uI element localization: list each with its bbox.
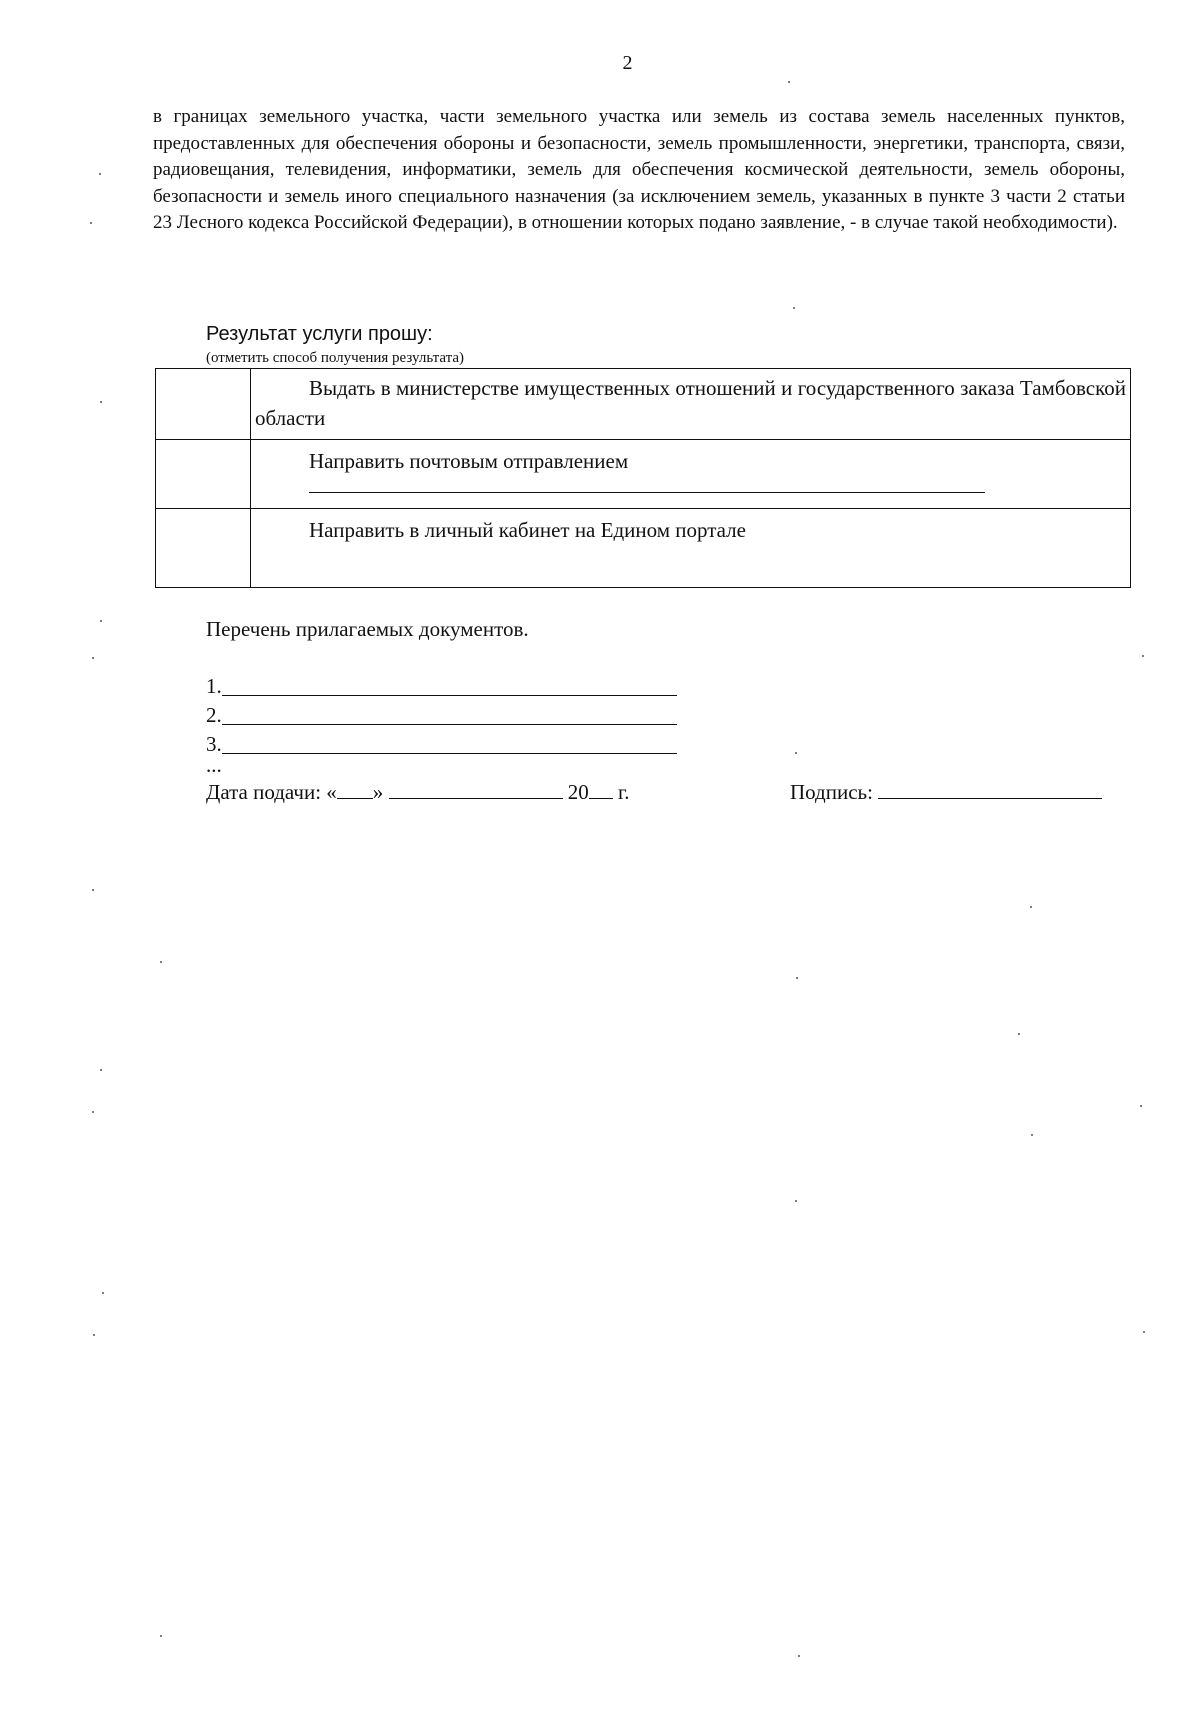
option-text-cell [251,369,1131,440]
option-text-cell [251,440,1131,509]
month-blank[interactable] [389,780,563,799]
scan-speck [795,752,797,754]
documents-ellipsis: ... [206,753,222,777]
option-checkbox-cell[interactable] [156,509,251,588]
list-item [206,670,677,699]
document-blank-line[interactable] [222,695,677,696]
document-number: 2. [206,703,222,727]
scan-speck [1140,1105,1142,1107]
result-option-row [156,440,1131,509]
page-number: 2 [622,52,633,74]
option-label: Направить в личный кабинет на Едином портале [309,518,746,542]
scan-speck [92,889,94,891]
result-options-table [155,368,1131,588]
result-heading: Результат услуги прошу: [206,323,433,345]
option-label: Выдать в министерстве имущественных отношений и государственного заказа Тамбовской области [255,376,1126,430]
document-blank-line[interactable] [222,724,677,725]
scan-speck [100,1069,102,1071]
submission-date-row [206,780,630,805]
scan-speck [788,81,790,83]
intro-paragraph: в границах земельного участка, части земельного участка или земель из состава земель населенных пунктов, предоставленных для обеспечения обороны и безопасности, земель промышленности, энергетики, транспорта, связи, радиовещания, телевидения, информатики, земель для обеспечения космической деятельности, земель обороны, безопасности и земель иного специального назначения (за исключением земель, указанных в пункте 3 части 2 статьи 23 Лесного кодекса Российской Федерации), в отношении которых подано заявление, - в случае такой необходимости). [153,106,1125,233]
close-quote: » [372,780,384,804]
scan-speck [1142,655,1144,657]
list-item [206,728,677,757]
option-checkbox-cell[interactable] [156,369,251,440]
scan-speck [100,401,102,403]
postal-address-blank-line[interactable] [309,492,985,493]
option-checkbox-cell[interactable] [156,440,251,509]
open-quote: « [326,780,337,804]
result-note: (отметить способ получения результата) [206,350,464,366]
scan-speck [93,1334,95,1336]
document-blank-line[interactable] [222,753,677,754]
signature-row [790,780,1102,805]
date-label: Дата подачи: [206,780,322,804]
scan-speck [1143,1331,1145,1333]
result-option-row [156,509,1131,588]
scan-speck [90,222,92,224]
option-text-cell [251,509,1131,588]
scan-speck [99,173,101,175]
year-blank[interactable] [589,780,613,799]
signature-blank[interactable] [878,780,1102,799]
scan-speck [793,307,795,309]
list-item [206,699,677,728]
scan-speck [160,1635,162,1637]
scan-speck [160,961,162,963]
scan-speck [102,1292,104,1294]
result-option-row [156,369,1131,440]
documents-heading: Перечень прилагаемых документов. [206,617,529,641]
option-label: Направить почтовым отправлением [309,449,629,473]
documents-list [206,670,677,757]
document-number: 1. [206,674,222,698]
scan-speck [796,977,798,979]
scan-speck [1030,906,1032,908]
year-prefix: 20 [567,780,589,804]
scan-speck [1018,1033,1020,1035]
scan-speck [100,620,102,622]
document-number: 3. [206,732,222,756]
year-suffix: г. [618,780,630,804]
scan-speck [92,657,94,659]
scan-speck [1031,1134,1033,1136]
scan-speck [92,1111,94,1113]
day-blank[interactable] [337,780,373,799]
scan-speck [795,1200,797,1202]
scan-speck [798,1655,800,1657]
signature-label: Подпись: [790,780,873,804]
